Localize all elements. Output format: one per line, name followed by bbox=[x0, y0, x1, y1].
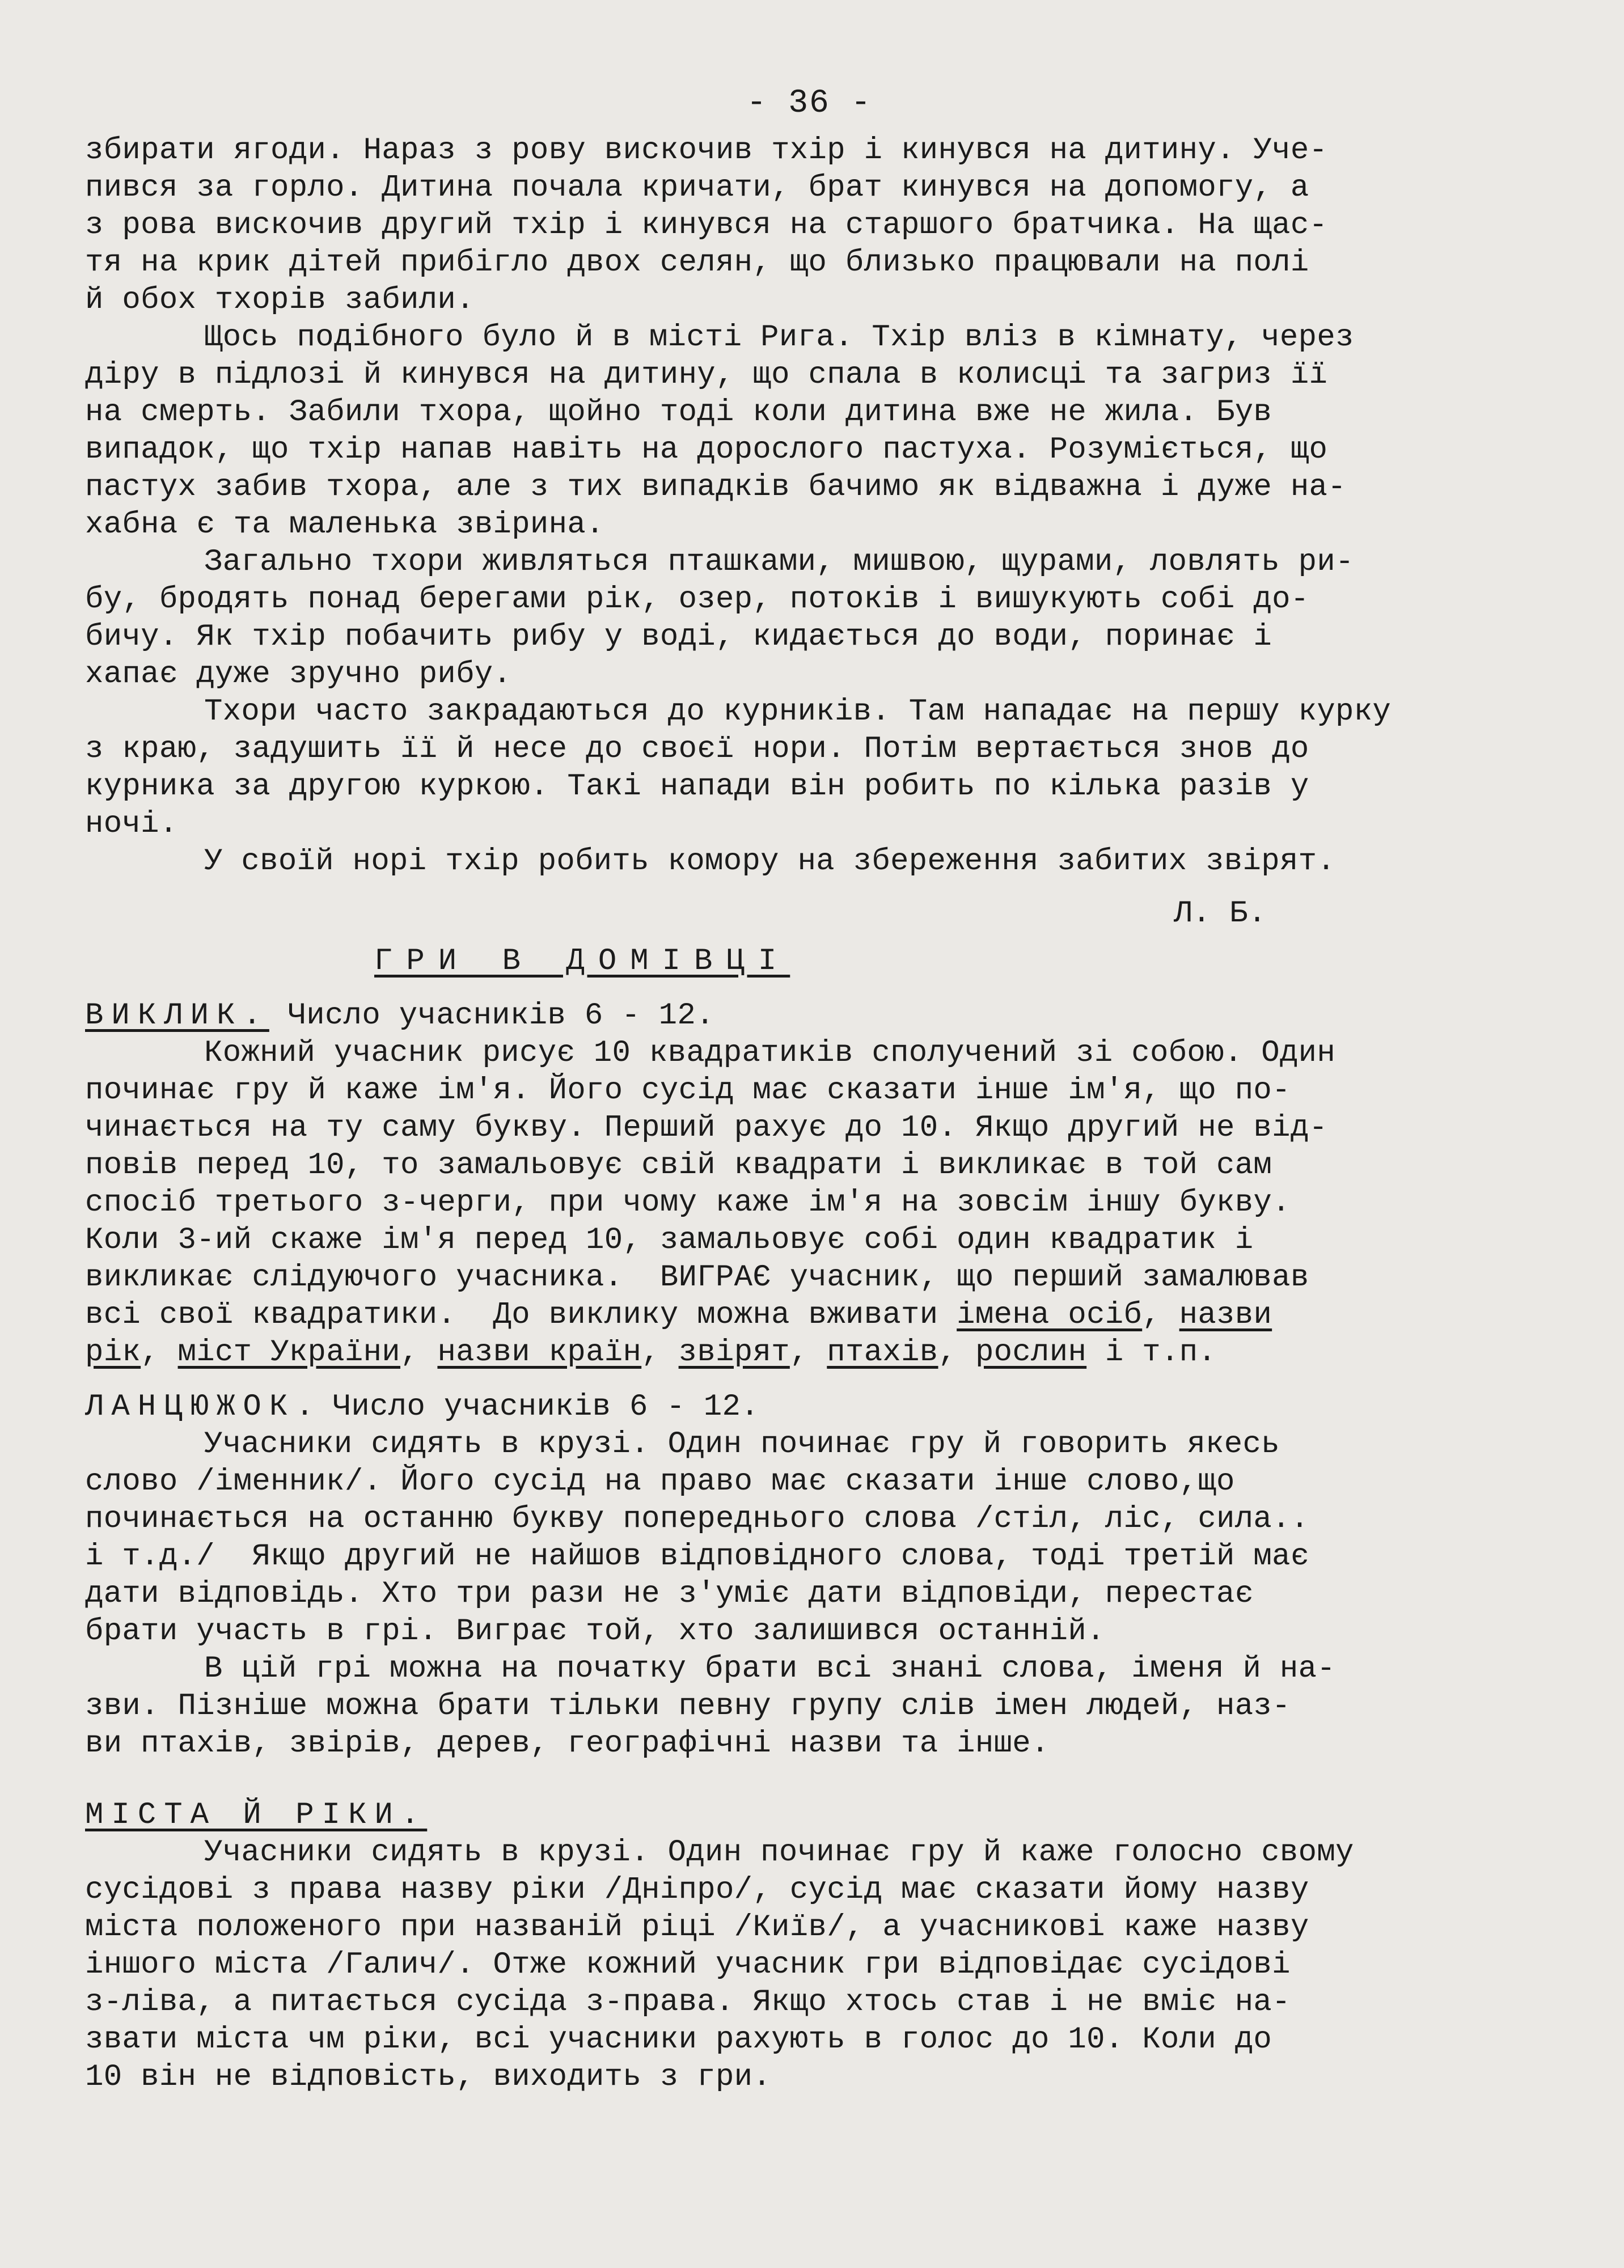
text-line: і т.д./ Якщо другий не найшов відповідного слова, тоді третій має bbox=[85, 1539, 1309, 1574]
text-fragment: , bbox=[400, 1335, 438, 1370]
section-viklyk-text bbox=[85, 1035, 1533, 1372]
underlined-term: назви bbox=[1179, 1298, 1272, 1332]
text-line: чинається на ту саму букву. Перший рахує до 10. Якщо другий не від- bbox=[85, 1111, 1328, 1145]
text-line: курника за другою куркою. Такі напади він робить по кілька разів у bbox=[85, 769, 1309, 804]
text-line: випадок, що тхір напав навіть на дорослого пастуха. Розуміється, що bbox=[85, 433, 1328, 467]
story-paragraph-3 bbox=[85, 544, 1533, 693]
games-title: ГРИ В ДОМІВЦІ bbox=[374, 944, 790, 979]
underlined-term: міст України bbox=[177, 1335, 401, 1370]
text-line: Тхори часто закрадаються до курників. Там нападає на першу курку bbox=[204, 695, 1392, 729]
text-line: хабна є та маленька звірина. bbox=[85, 507, 604, 542]
text-fragment: , bbox=[641, 1335, 679, 1370]
text-line: бу, бродять понад берегами рік, озер, потоків і вишукують собі до- bbox=[85, 582, 1309, 617]
text-line: тя на крик дітей прибігло двох селян, що близько працювали на полі bbox=[85, 246, 1309, 280]
underlined-term: рослин bbox=[975, 1335, 1087, 1370]
text-line: пастух забив тхора, але з тих випадків бачимо як відважна і дуже на- bbox=[85, 470, 1346, 505]
text-line: сусідові з права назву ріки /Дніпро/, сусід має сказати йому назву bbox=[85, 1873, 1309, 1907]
underlined-term: імена осіб bbox=[957, 1298, 1143, 1332]
text-line: пився за горло. Дитина почала кричати, брат кинувся на допомогу, а bbox=[85, 171, 1309, 205]
story-paragraph-4 bbox=[85, 693, 1533, 843]
text-line: збирати ягоди. Нараз з рову вискочив тхір і кинувся на дитину. Уче- bbox=[85, 133, 1328, 168]
story-paragraph-2 bbox=[85, 319, 1533, 544]
text-line: звати міста чм ріки, всі учасники рахують в голос до 10. Коли до bbox=[85, 2022, 1272, 2057]
text-line bbox=[85, 1297, 1533, 1334]
underlined-term: звірят bbox=[678, 1335, 790, 1370]
text-line: хапає дуже зручно рибу. bbox=[85, 657, 512, 692]
story-text bbox=[85, 132, 1533, 933]
section-mista-heading bbox=[85, 1797, 1533, 1834]
story-paragraph-1 bbox=[85, 132, 1533, 319]
section-viklyk-heading bbox=[85, 997, 1533, 1035]
text-line: В цій грі можна на початку брати всі знані слова, іменя й на- bbox=[204, 1652, 1336, 1686]
section-landsyuzhok-heading bbox=[85, 1389, 1533, 1426]
section-viklyk-name: ВИКЛИК. bbox=[85, 998, 269, 1033]
text-line: бичу. Як тхір побачить рибу у воді, кидається до води, поринає і bbox=[85, 620, 1272, 654]
text-line: викликає слідуючого учасника. ВИГРАЄ учасник, що перший замалював bbox=[85, 1260, 1309, 1295]
text-line: ночі. bbox=[85, 807, 178, 841]
page-number: - 36 - bbox=[746, 85, 872, 122]
text-line: дати відповідь. Хто три рази не з'уміє дати відповіди, перестає bbox=[85, 1577, 1254, 1611]
text-line bbox=[85, 1334, 1533, 1372]
text-line: Щось подібного було й в місті Рига. Тхір вліз в кімнату, через bbox=[204, 320, 1354, 355]
text-line: 10 він не відповість, виходить з гри. bbox=[85, 2060, 772, 2094]
text-fragment: , bbox=[141, 1335, 178, 1370]
text-line: з-ліва, а питається сусіда з-права. Якщо хтось став і не вміє на- bbox=[85, 1985, 1291, 2020]
section-mista-name: МІСТА Й РІКИ. bbox=[85, 1798, 428, 1833]
section-landsyuzhok-text bbox=[85, 1426, 1533, 1763]
text-line: ви птахів, звірів, дерев, географічні назви та інше. bbox=[85, 1727, 1050, 1761]
story-paragraph-5 bbox=[85, 843, 1533, 881]
section-viklyk-participants: Число учасників 6 - 12. bbox=[269, 998, 714, 1033]
text-line: іншого міста /Галич/. Отже кожний учасник гри відповідає сусідові bbox=[85, 1948, 1291, 1982]
text-line: У своїй норі тхір робить комору на збереження забитих звірят. bbox=[204, 844, 1336, 879]
text-line: міста положеного при названій ріці /Київ/, а учасникові каже назву bbox=[85, 1910, 1309, 1945]
text-line: з краю, задушить її й несе до своєї нори. Потім вертається знов до bbox=[85, 732, 1309, 767]
text-line: Кожний учасник рисує 10 квадратиків сполучений зі собою. Один bbox=[204, 1036, 1336, 1070]
section-landsyuzhok-name: ЛАНЦЮЖОК bbox=[85, 1390, 296, 1424]
text-fragment: і т.п. bbox=[1086, 1335, 1217, 1370]
section-landsyuzhok-participants: . Число учасників 6 - 12. bbox=[295, 1390, 759, 1424]
text-line: слово /іменник/. Його сусід на право має сказати інше слово,що bbox=[85, 1465, 1235, 1499]
text-fragment: , bbox=[789, 1335, 827, 1370]
text-fragment: , bbox=[1142, 1298, 1179, 1332]
text-line: Учасники сидять в крузі. Один починає гру й говорить якесь bbox=[204, 1427, 1280, 1462]
underlined-term: рік bbox=[85, 1335, 141, 1370]
underlined-term: птахів bbox=[827, 1335, 938, 1370]
text-line: зви. Пізніше можна брати тільки певну групу слів імен людей, наз- bbox=[85, 1689, 1291, 1724]
text-line: Загально тхори живляться пташками, мишвою, щурами, ловлять ри- bbox=[204, 545, 1354, 579]
text-line: на смерть. Забили тхора, щойно тоді коли дитина вже не жила. Був bbox=[85, 395, 1272, 430]
text-line: починається на останню букву попереднього слова /стіл, ліс, сила.. bbox=[85, 1502, 1309, 1537]
text-line: починає гру й каже ім'я. Його сусід має сказати інше ім'я, що по- bbox=[85, 1073, 1291, 1108]
text-line: Коли 3-ий скаже ім'я перед 10, замальовує собі один квадратик і bbox=[85, 1223, 1254, 1258]
text-line: спосіб третього з-черги, при чому каже ім'я на зовсім іншу букву. bbox=[85, 1186, 1291, 1220]
text-line: брати участь в грі. Виграє той, хто залишився останній. bbox=[85, 1614, 1105, 1649]
text-line: повів перед 10, то замальовує свій квадрати і викликає в той сам bbox=[85, 1148, 1272, 1183]
section-mista-text bbox=[85, 1834, 1533, 2096]
text-fragment: , bbox=[938, 1335, 975, 1370]
signature: Л. Б. bbox=[1174, 896, 1267, 931]
underlined-term: назви країн bbox=[437, 1335, 642, 1370]
text-line: діру в підлозі й кинувся на дитину, що спала в колисці та загриз її bbox=[85, 358, 1328, 392]
text-line: з рова вискочив другий тхір і кинувся на старшого братчика. На щас- bbox=[85, 208, 1328, 243]
text-fragment: всі свої квадратики. До виклику можна вживати bbox=[85, 1298, 957, 1332]
text-line: Учасники сидять в крузі. Один починає гру й каже голосно свому bbox=[204, 1835, 1354, 1870]
text-line: й обох тхорів забили. bbox=[85, 283, 475, 318]
